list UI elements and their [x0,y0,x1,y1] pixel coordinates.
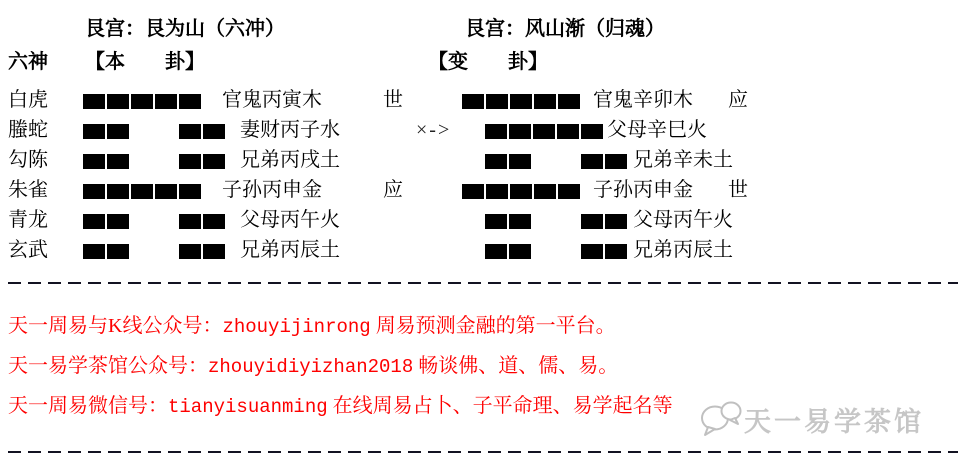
main-line-text: 妻财丙子水 [240,119,340,141]
changed-line-text: 兄弟辛未土 [633,149,733,171]
main-line-marker: 世 [383,89,403,111]
main-line-text: 兄弟丙戌土 [240,149,340,171]
main-line-text: 子孙丙申金 [222,179,322,201]
hexagram-row [0,236,963,266]
six-god-label: 朱雀 [8,179,48,201]
six-god-label: 白虎 [8,89,48,111]
main-line-marker: 应 [383,179,403,201]
changed-hexagram-label: 【变 卦】 [428,51,548,73]
six-god-label: 青龙 [8,209,48,231]
six-god-label: 螣蛇 [8,119,48,141]
main-line-text: 官鬼丙寅木 [222,89,322,111]
six-gods-column-header: 六神 [8,51,48,73]
changed-hexagram-line [485,214,627,229]
main-hexagram-line [83,94,201,109]
changed-hexagram-line [485,124,603,139]
main-hexagram-line [83,124,225,139]
changed-hexagram-line [485,154,627,169]
promo-line-wechat-id [8,392,673,421]
changed-hexagram-line [462,94,580,109]
main-hexagram-title: 艮宫：艮为山（六冲） [85,18,285,40]
dashed-divider-top [8,282,958,284]
six-god-label: 玄武 [8,239,48,261]
changed-line-text: 父母丙午火 [633,209,733,231]
promo-account-id: zhouyijinrong [222,316,371,338]
changing-line-symbol: ×-> [416,119,452,141]
main-hexagram-line [83,184,201,199]
six-god-label: 勾陈 [8,149,48,171]
changed-line-marker: 世 [728,179,748,201]
changed-line-text: 父母辛巳火 [607,119,707,141]
watermark-text: 天一易学茶馆 [744,406,924,437]
changed-line-marker: 应 [728,89,748,111]
promo-prefix: 天一易学茶馆公众号： [8,355,208,377]
promo-account-id: zhouyidiyizhan2018 [208,356,414,378]
changed-line-text: 官鬼辛卯木 [593,89,693,111]
watermark [698,396,924,442]
hexagram-row [0,116,963,146]
hexagram-row [0,176,963,206]
changed-line-text: 子孙丙申金 [593,179,693,201]
promo-line-wechat-public-2 [8,352,618,381]
main-hexagram-line [83,214,225,229]
changed-line-text: 兄弟丙辰土 [633,239,733,261]
hexagram-row [0,146,963,176]
dashed-divider-bottom [8,451,958,453]
promo-line-wechat-public-1 [8,312,616,341]
hexagram-row [0,206,963,236]
promo-prefix: 天一周易与K线公众号： [8,315,223,337]
hexagram-row [0,86,963,116]
promo-account-id: tianyisuanming [168,396,328,418]
promo-suffix: 周易预测金融的第一平台。 [370,315,616,337]
main-line-text: 父母丙午火 [240,209,340,231]
promo-suffix: 畅谈佛、道、儒、易。 [413,355,619,377]
changed-hexagram-line [462,184,580,199]
main-hexagram-line [83,244,225,259]
changed-hexagram-title: 艮宫：风山渐（归魂） [465,18,665,40]
main-hexagram-label: 【本 卦】 [85,51,205,73]
promo-prefix: 天一周易微信号： [8,395,168,417]
hexagram-rows [0,86,963,266]
promo-suffix: 在线周易占卜、子平命理、易学起名等 [327,395,673,417]
wechat-logo-icon [698,396,744,442]
main-hexagram-line [83,154,225,169]
main-line-text: 兄弟丙辰土 [240,239,340,261]
changed-hexagram-line [485,244,627,259]
